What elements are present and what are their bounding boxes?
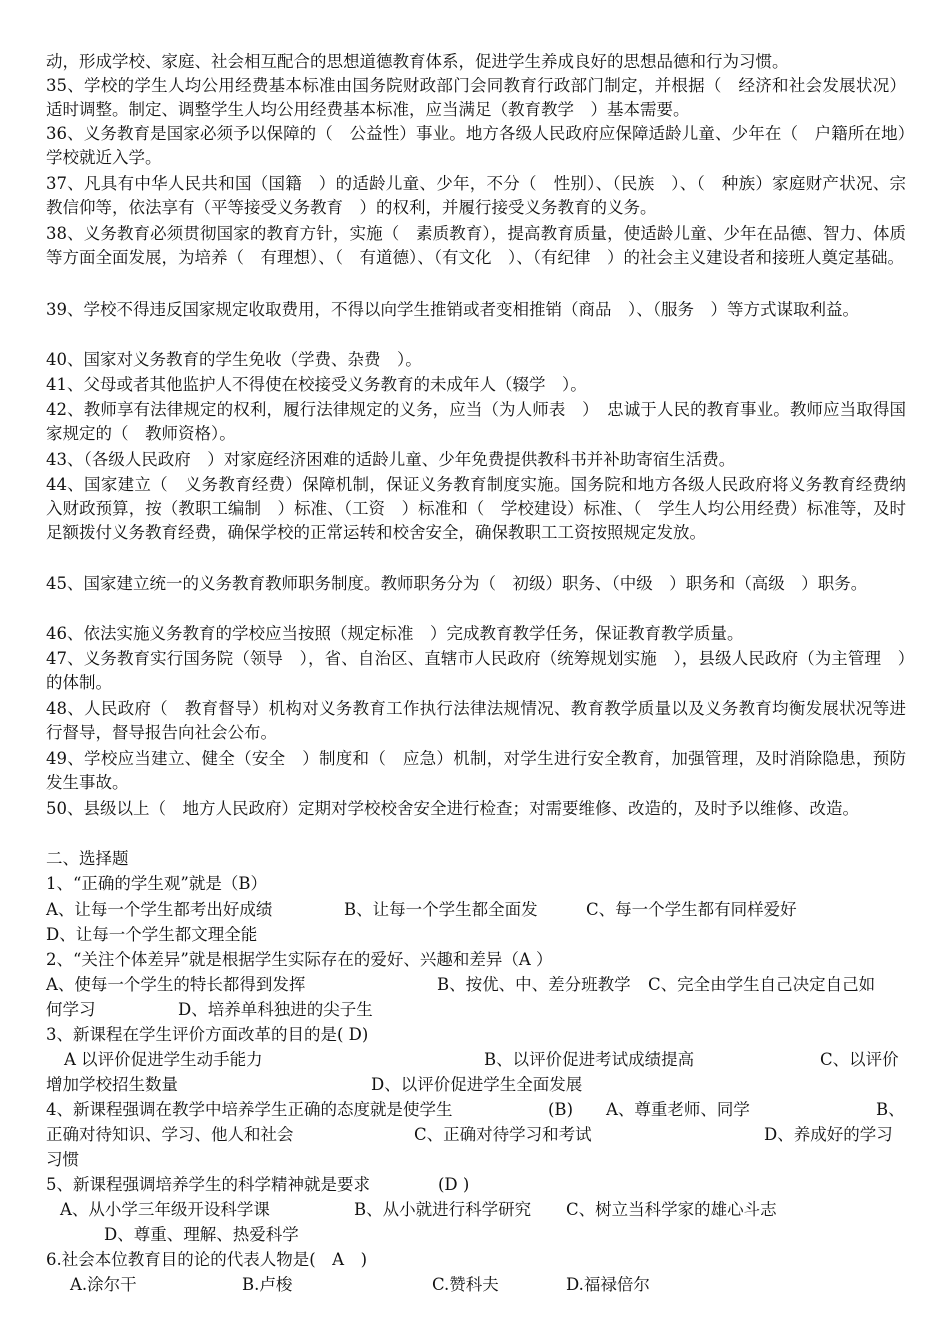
choice-3-option-b: B、以评价促进考试成绩提高 bbox=[484, 1050, 695, 1069]
choice-4-option-a: A、尊重老师、同学 bbox=[606, 1100, 750, 1119]
choice-1-stem: 1、“正确的学生观”就是（B） bbox=[46, 874, 267, 893]
choice-1-option-b: B、让每一个学生都全面发 bbox=[344, 900, 538, 919]
choice-6-option-d: D.福禄倍尔 bbox=[566, 1275, 650, 1294]
choice-3-option-a: A 以评价促进学生动手能力 bbox=[64, 1050, 263, 1069]
question-44: 44、国家建立（ 义务教育经费）保障机制，保证义务教育制度实施。国务院和地方各级人民政府将义务教育经费纳入财政预算，按（教职工编制 ）标准、（工资 ）标准和（ 学校建设）标准、（ 学生人均公用经费）标准等，及时足额拨付义务教育经费，确保学校的正常运转和校舍安全，确保教职工工资按照规定发放。 bbox=[46, 475, 906, 542]
choice-4-option-b-cont: 正确对待知识、学习、他人和社会 bbox=[46, 1125, 294, 1144]
choice-2-option-b: B、按优、中、差分班教学 bbox=[437, 975, 631, 994]
question-41: 41、父母或者其他监护人不得使在校接受义务教育的未成年人（辍学 ）。 bbox=[46, 375, 587, 394]
choice-3-stem: 3、新课程在学生评价方面改革的目的是( D) bbox=[46, 1025, 369, 1044]
question-46: 46、依法实施义务教育的学校应当按照（规定标准 ）完成教育教学任务，保证教育教学质量。 bbox=[46, 624, 744, 643]
choice-4-option-d: D、养成好的学习 bbox=[764, 1125, 893, 1144]
question-36: 36、义务教育是国家必须予以保障的（ 公益性）事业。地方各级人民政府应保障适龄儿童、少年在（ 户籍所在地）学校就近入学。 bbox=[46, 124, 906, 167]
choice-6-option-b: B.卢梭 bbox=[242, 1275, 293, 1294]
question-47: 47、义务教育实行国务院（领导 ），省、自治区、直辖市人民政府（统筹规划实施 ），县级人民政府（为主管理 ）的体制。 bbox=[46, 649, 906, 692]
choice-4-option-b: B、 bbox=[876, 1100, 905, 1119]
choice-1-option-d: D、让每一个学生都文理全能 bbox=[46, 925, 258, 944]
choice-5-answer: (D ) bbox=[438, 1175, 470, 1194]
choice-2-option-c-cont: 何学习 bbox=[46, 1000, 96, 1019]
choice-5-option-a: A、从小学三年级开设科学课 bbox=[60, 1200, 270, 1219]
choice-4-answer: (B) bbox=[548, 1100, 573, 1119]
choice-3-option-c: C、以评价 bbox=[820, 1050, 899, 1069]
choice-3-option-c-cont: 增加学校招生数量 bbox=[46, 1075, 178, 1094]
question-43: 43、（各级人民政府 ）对家庭经济困难的适龄儿童、少年免费提供教科书并补助寄宿生活费。 bbox=[46, 450, 736, 469]
choice-2-stem: 2、“关注个体差异”就是根据学生实际存在的爱好、兴趣和差异（A ） bbox=[46, 950, 553, 969]
choice-5-option-d: D、尊重、理解、热爱科学 bbox=[104, 1225, 299, 1244]
choice-5-option-b: B、从小就进行科学研究 bbox=[354, 1200, 532, 1219]
question-45: 45、国家建立统一的义务教育教师职务制度。教师职务分为（ 初级）职务、（中级 ）职务和（高级 ）职务。 bbox=[46, 574, 868, 593]
question-50: 50、县级以上（ 地方人民政府）定期对学校校舍安全进行检查；对需要维修、改造的，及时予以维修、改造。 bbox=[46, 799, 859, 818]
section-title: 二、选择题 bbox=[46, 849, 129, 868]
choice-6-stem: 6.社会本位教育目的论的代表人物是( A ) bbox=[46, 1250, 368, 1269]
choice-3-option-d: D、以评价促进学生全面发展 bbox=[371, 1075, 583, 1094]
choice-4-option-d-cont: 习惯 bbox=[46, 1150, 79, 1169]
question-38: 38、义务教育必须贯彻国家的教育方针，实施（ 素质教育），提高教育质量，使适龄儿童、少年在品德、智力、体质等方面全面发展，为培养（ 有理想）、（ 有道德）、（有文化 ）、（有纪律 ）的社会主义建设者和接班人奠定基础。 bbox=[46, 224, 906, 267]
choice-6-option-a: A.涂尔干 bbox=[70, 1275, 137, 1294]
question-49: 49、学校应当建立、健全（安全 ）制度和（ 应急）机制，对学生进行安全教育，加强管理，及时消除隐患，预防发生事故。 bbox=[46, 749, 906, 792]
choice-2-option-a: A、使每一个学生的特长都得到发挥 bbox=[46, 975, 306, 994]
question-40: 40、国家对义务教育的学生免收（学费、杂费 ）。 bbox=[46, 350, 422, 369]
choice-4-option-c: C、正确对待学习和考试 bbox=[414, 1125, 592, 1144]
question-48: 48、人民政府（ 教育督导）机构对义务教育工作执行法律法规情况、教育教学质量以及义务教育均衡发展状况等进行督导，督导报告向社会公布。 bbox=[46, 699, 906, 742]
paragraph-continuation: 动，形成学校、家庭、社会相互配合的思想道德教育体系，促进学生养成良好的思想品德和行为习惯。 bbox=[46, 52, 789, 71]
question-35: 35、学校的学生人均公用经费基本标准由国务院财政部门会同教育行政部门制定，并根据（ 经济和社会发展状况）适时调整。制定、调整学生人均公用经费基本标准，应当满足（教育教学 ）基本需要。 bbox=[46, 76, 906, 119]
question-42: 42、教师享有法律规定的权利，履行法律规定的义务，应当（为人师表 ） 忠诚于人民的教育事业。教师应当取得国家规定的（ 教师资格）。 bbox=[46, 400, 906, 443]
choice-6-option-c: C.赞科夫 bbox=[432, 1275, 499, 1294]
choice-1-option-a: A、让每一个学生都考出好成绩 bbox=[46, 900, 273, 919]
choice-2-option-d: D、培养单科独进的尖子生 bbox=[178, 1000, 373, 1019]
question-39: 39、学校不得违反国家规定收取费用，不得以向学生推销或者变相推销（商品 ）、（服务 ）等方式谋取利益。 bbox=[46, 300, 859, 319]
question-37: 37、凡具有中华人民共和国（国籍 ）的适龄儿童、少年，不分（ 性别）、（民族 ）、（ 种族）家庭财产状况、宗教信仰等，依法享有（平等接受义务教育 ）的权利，并履行接受义务教育的义务。 bbox=[46, 174, 906, 217]
choice-4-stem: 4、新课程强调在教学中培养学生正确的态度就是使学生 bbox=[46, 1100, 453, 1119]
choice-5-option-c: C、树立当科学家的雄心斗志 bbox=[566, 1200, 777, 1219]
choice-1-option-c: C、每一个学生都有同样爱好 bbox=[586, 900, 797, 919]
choice-2-option-c: C、完全由学生自己决定自己如 bbox=[648, 975, 876, 994]
choice-5-stem: 5、新课程强调培养学生的科学精神就是要求 bbox=[46, 1175, 370, 1194]
